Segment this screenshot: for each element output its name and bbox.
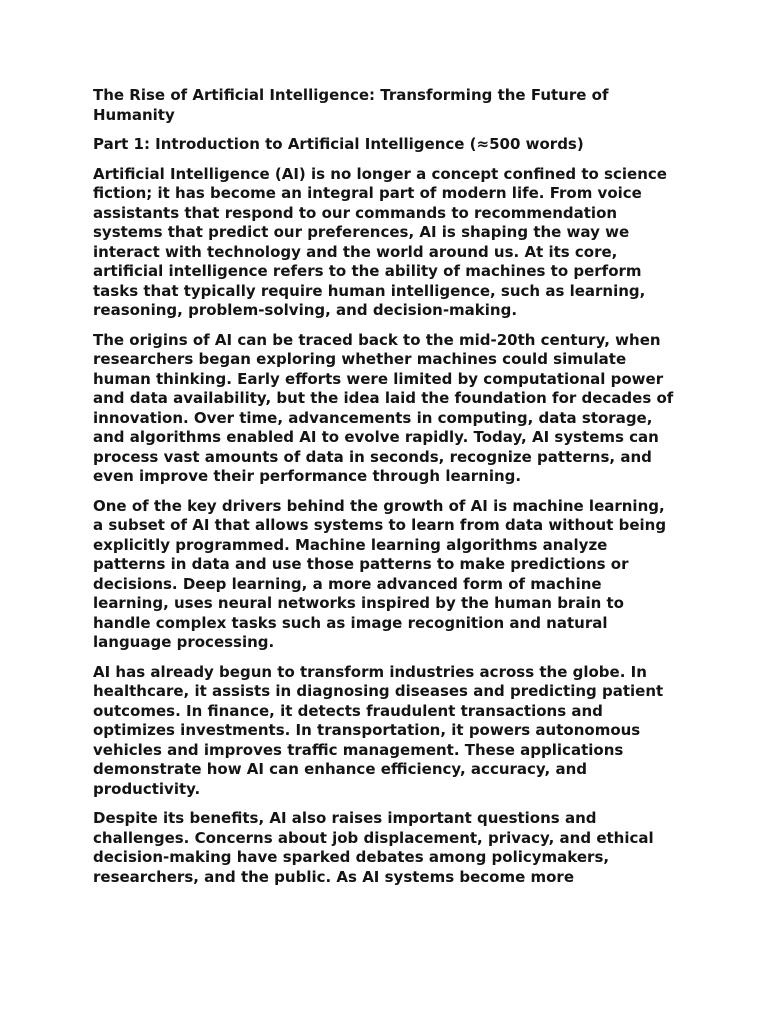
- paragraph: One of the key drivers behind the growth of AI is machine learning, a subset of AI that allows systems to learn from data without being explicitly programmed. Machine learning algorithms analyze patterns in data and use those patterns to make predictions or decisions. Deep learning, a more advanced form of machine learning, uses neural networks inspired by the human brain to handle complex tasks such as image recognition and natural language processing.: [93, 496, 667, 651]
- paragraph: The origins of AI can be traced back to the mid-20th century, when researchers began exploring whether machines could simulate human thinking. Early efforts were limited by computational power and data availability, but the idea laid the foundation for decades of innovation. Over time, advancements in computing, data storage, and algorithms enabled AI to evolve rapidly. Today, AI systems can process vast amounts of data in seconds, recognize patterns, and even improve their performance through learning.: [93, 330, 674, 485]
- paragraph: Artificial Intelligence (AI) is no longer a concept confined to science fiction; it has become an integral part of modern life. From voice assistants that respond to our commands to recommendation systems that predict our preferences, AI is shaping the way we interact with technology and the world around us. At its core, artificial intelligence refers to the ability of machines to perform tasks that typically require human intelligence, such as learning, reasoning, problem-solving, and decision-making.: [93, 164, 667, 319]
- document-title: The Rise of Artificial Intelligence: Transforming the Future of Humanity: [93, 86, 609, 124]
- paragraph: Despite its benefits, AI also raises important questions and challenges. Concerns about job displacement, privacy, and ethical decision-making have sparked debates among policymakers, researchers, and the public. As AI systems become more: [93, 809, 654, 886]
- document-page: [93, 86, 677, 897]
- paragraph: AI has already begun to transform industries across the globe. In healthcare, it assists in diagnosing diseases and predicting patient outcomes. In finance, it detects fraudulent transactions and optimizes investments. In transportation, it powers autonomous vehicles and improves traffic management. These applications demonstrate how AI can enhance efficiency, accuracy, and productivity.: [93, 662, 664, 798]
- part-heading: Part 1: Introduction to Artificial Intelligence (≈500 words): [93, 135, 584, 153]
